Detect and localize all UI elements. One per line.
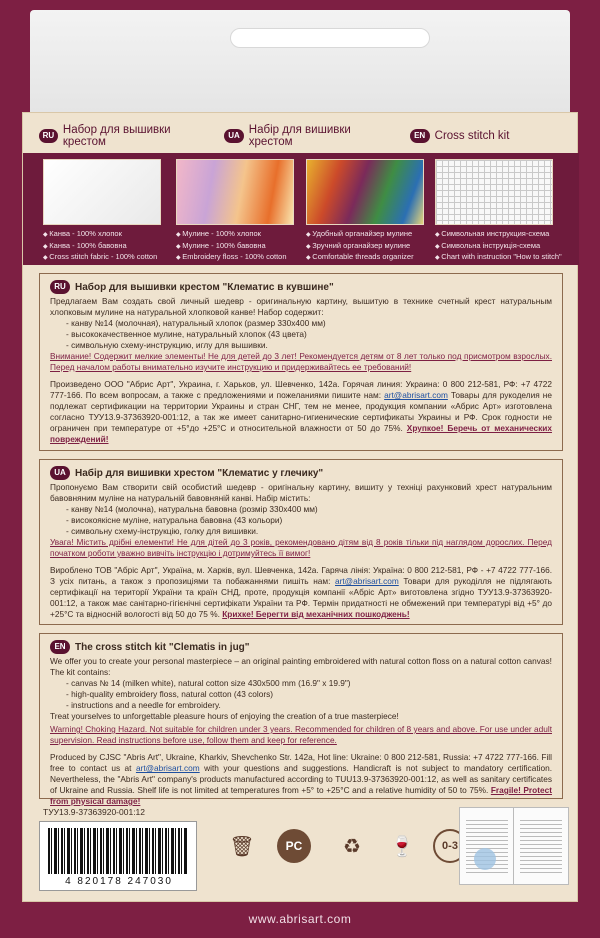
header-ua	[208, 124, 393, 148]
lang-badge-ru: RU	[39, 129, 58, 143]
email-link[interactable]: art@abrisart.com	[384, 390, 448, 400]
feature-line: ◆ Символьная инструкция-схема	[435, 229, 559, 241]
feature-line: ◆ Comfortable threads organizer	[306, 252, 430, 264]
email-link[interactable]: art@abrisart.com	[135, 763, 200, 773]
producer-en	[50, 752, 552, 807]
certificate-image	[459, 807, 515, 885]
barcode-number: 4 820178 247030	[65, 876, 173, 887]
features-band	[23, 153, 579, 265]
producer-text-2: Товары для рукоделия не подлежат сертификации на территории Украины и стран СНГ, тем не менее, продукция компании «Абрис Арт» изготовлена согласно ТУУ13.9-37363920-001:12, а так же имеет санитарно-гигиенические сертификаты Украины и РФ. Срок годности не ограничен при температуре от +5°до +25°С и относительной влажности от 50 до 75%.	[50, 390, 552, 433]
list-item: - высококачественное мулине, натуральный хлопок (43 цвета)	[66, 329, 307, 339]
feature-canvas	[43, 229, 167, 264]
intro-ru: Предлагаем Вам создать свой личный шедевр - оригинальную картину, вышитую в технике счетный крест натуральным хлопковым мулине на натуральной хлопковой канве! Набор содержит:	[50, 296, 552, 317]
fragile-note: Хрупкое! Беречь от механических повреждений!	[50, 423, 552, 444]
feature-line: ◆ Cross stitch fabric - 100% cotton	[43, 252, 167, 264]
feature-line: ◆ Мулине - 100% хлопок	[176, 229, 300, 241]
organizer-photo	[306, 159, 424, 225]
compliance-strip	[39, 807, 563, 895]
header-title-ua: Набір для вишивки хрестом	[248, 124, 351, 148]
certificate-image	[513, 807, 569, 885]
recycle-icon: ♻	[343, 835, 361, 858]
info-box-ru	[39, 273, 563, 451]
certificate-lines	[520, 820, 562, 874]
info-title-ua	[50, 466, 552, 480]
info-box-ua	[39, 459, 563, 625]
barcode	[39, 821, 197, 891]
feature-line: ◆ Канва - 100% хлопок	[43, 229, 167, 241]
package-back	[22, 112, 578, 902]
chart-photo	[435, 159, 553, 225]
feature-chart	[435, 229, 562, 264]
feature-line: ◆ Мулине - 100% бавовна	[176, 241, 300, 253]
feature-line: ◆ Канва - 100% бавовна	[43, 241, 167, 253]
lang-badge-en: EN	[410, 129, 430, 143]
feature-organizer	[306, 229, 430, 264]
pct-mark-icon: PC	[277, 829, 311, 863]
list-item: - символьну схему-інструкцію, голку для вишивки.	[66, 526, 259, 536]
producer-ua	[50, 565, 552, 620]
producer-ru	[50, 379, 552, 445]
glass-fork-icon: 🍷	[389, 835, 415, 858]
lang-badge-en: EN	[50, 640, 70, 654]
warning-ua: Увага! Містить дрібні елементи! Не для дітей до 3 років, рекомендовано дітям від 8 років тільки під наглядом дорослих. Перед початком роботи уважно вивчіть інструкцію і дотримуйтесь її вимог!	[50, 537, 552, 558]
list-item: - high-quality embroidery floss, natural cotton (43 colors)	[66, 689, 274, 699]
floss-photo	[176, 159, 294, 225]
kit-title-en: The cross stitch kit "Clematis in jug"	[75, 641, 250, 653]
fragile-note: Fragile! Protect from physical damage!	[50, 785, 552, 806]
trash-bin-icon: 🗑	[229, 835, 255, 858]
feature-line: ◆ Embroidery floss - 100% cotton	[176, 252, 300, 264]
feature-line: ◆ Chart with instruction "How to stitch"	[435, 252, 559, 264]
info-title-ru	[50, 280, 552, 294]
list-item: - canvas № 14 (milken white), natural cotton size 430x500 mm (16.9" x 19.9")	[66, 678, 351, 688]
header-en	[394, 129, 579, 143]
list-item: - канву №14 (молочная), натуральный хлопок (размер 330х400 мм)	[66, 318, 326, 328]
feature-line: ◆ Символьна інструкція-схема	[435, 241, 559, 253]
kit-title-ru: Набор для вышивки крестом "Клематис в кувшине"	[75, 281, 334, 293]
list-item: - канву №14 (молочна), натуральна бавовна (розмір 330х400 мм)	[66, 504, 318, 514]
feature-line: ◆ Удобный органайзер мулине	[306, 229, 430, 241]
treat-en: Treat yourselves to unforgettable pleasure hours of enjoying the creation of a true masterpiece!	[50, 711, 399, 721]
lang-badge-ua: UA	[50, 466, 70, 480]
lang-badge-ru: RU	[50, 280, 70, 294]
hang-slot	[230, 28, 430, 48]
producer-text: Produced by CJSC "Abris Art", Ukraine, Kharkiv, Shevchenko Str. 142a, Hot line: Ukraine: 0 800 212-581, Russia: +7 4722 777-166. Fill free to contact us at	[50, 752, 552, 773]
info-title-en	[50, 640, 552, 654]
website-url[interactable]: www.abrisart.com	[248, 912, 352, 926]
canvas-photo	[43, 159, 161, 225]
tu-code: ТУУ13.9-37363920-001:12	[43, 807, 146, 817]
header-title-en: Cross stitch kit	[434, 130, 510, 142]
warning-ru: Внимание! Содержит мелкие элементы! Не для детей до 3 лет! Рекомендуется детям от 8 лет только под присмотром взрослых. Перед началом работы внимательно изучите инструкцию и придерживайтесь ее требований!	[50, 351, 552, 372]
email-link[interactable]: art@abrisart.com	[335, 576, 399, 586]
intro-ua: Пропонуємо Вам створити свій особистий шедевр - оригінальну картину, вишиту у техніці рахунковий хрест натуральним бавовняним муліне на натуральній бавовняній канві. Набір містить:	[50, 482, 552, 503]
header-title-ru: Набор для вышивки крестом	[62, 124, 171, 148]
warning-en: Warning! Choking Hazard. Not suitable for children under 3 years. Recommended for children of 8 years and above. For use under adult supervision. Read instructions before use, follow them and keep for reference.	[50, 724, 552, 745]
intro-en: We offer you to create your personal masterpiece – an original painting embroidered with natural cotton floss on a natural cotton canvas! The kit contains:	[50, 656, 552, 677]
producer-text-2: with your questions and suggestions. Handicraft is not subject to mandatory certification. Nevertheless, the "Abris Art" company's products manufactured according to TUU13.9-37363920-001:12, as well as sanitary certificates of Ukraine and Russia. Shelf life is not limited at temperatures from +5° to +25°C and a relative humidity of 50 to 75%.	[50, 763, 553, 795]
hang-tab	[30, 10, 570, 118]
producer-text: Виробленo ТОВ "Абріс Арт", Україна, м. Харків, вул. Шевченка, 142а. Гаряча лінія: Україна: 0 800 212-581, РФ - +7 4722 777-166. З усіх питань, а також з пропозиціями та побажаннями пишіть нам:	[50, 565, 552, 586]
list-item: - високоякісне муліне, натуральна бавовна (43 кольори)	[66, 515, 283, 525]
certificate-seal	[474, 848, 496, 870]
producer-text: Произведено ООО "Абрис Арт", Украина, г. Харьков, ул. Шевченко, 142а. Горячая линия: Украина: 0 800 212-581, РФ: +7 4722 777-166. По всем вопросам, а также с предложениями и пожеланиями пишите нам:	[50, 379, 552, 400]
header-ru	[23, 124, 208, 148]
kit-title-ua: Набір для вишивки хрестом "Клематис у глечику"	[75, 467, 324, 479]
list-item: - символьную схему-инструкцию, иглу для вышивки.	[66, 340, 268, 350]
lang-badge-ua: UA	[224, 129, 243, 143]
fragile-note: Крихке! Берегти від механічних пошкоджень!	[222, 609, 410, 619]
barcode-bars	[48, 828, 188, 874]
producer-text-2: Товари для рукоділля не підлягають сертифікації на території України та країн СНД, проте, продукція компанії «Абріс Арт» виготовлена згідно ТУУ13.9-37363920-001:12, а також має санітарно-гігієнічні сертифікати України та РФ. Термін придатності не обмежений при температурі від +5° до +25°С та відносній вологості від 50 до 75 %.	[50, 576, 553, 619]
list-item: - instructions and a needle for embroidery.	[66, 700, 221, 710]
age-warning-icon: 0-3	[433, 829, 467, 863]
feature-line: ◆ Зручний органайзер мулине	[306, 241, 430, 253]
info-box-en	[39, 633, 563, 806]
feature-floss	[176, 229, 300, 264]
language-header	[23, 125, 579, 147]
